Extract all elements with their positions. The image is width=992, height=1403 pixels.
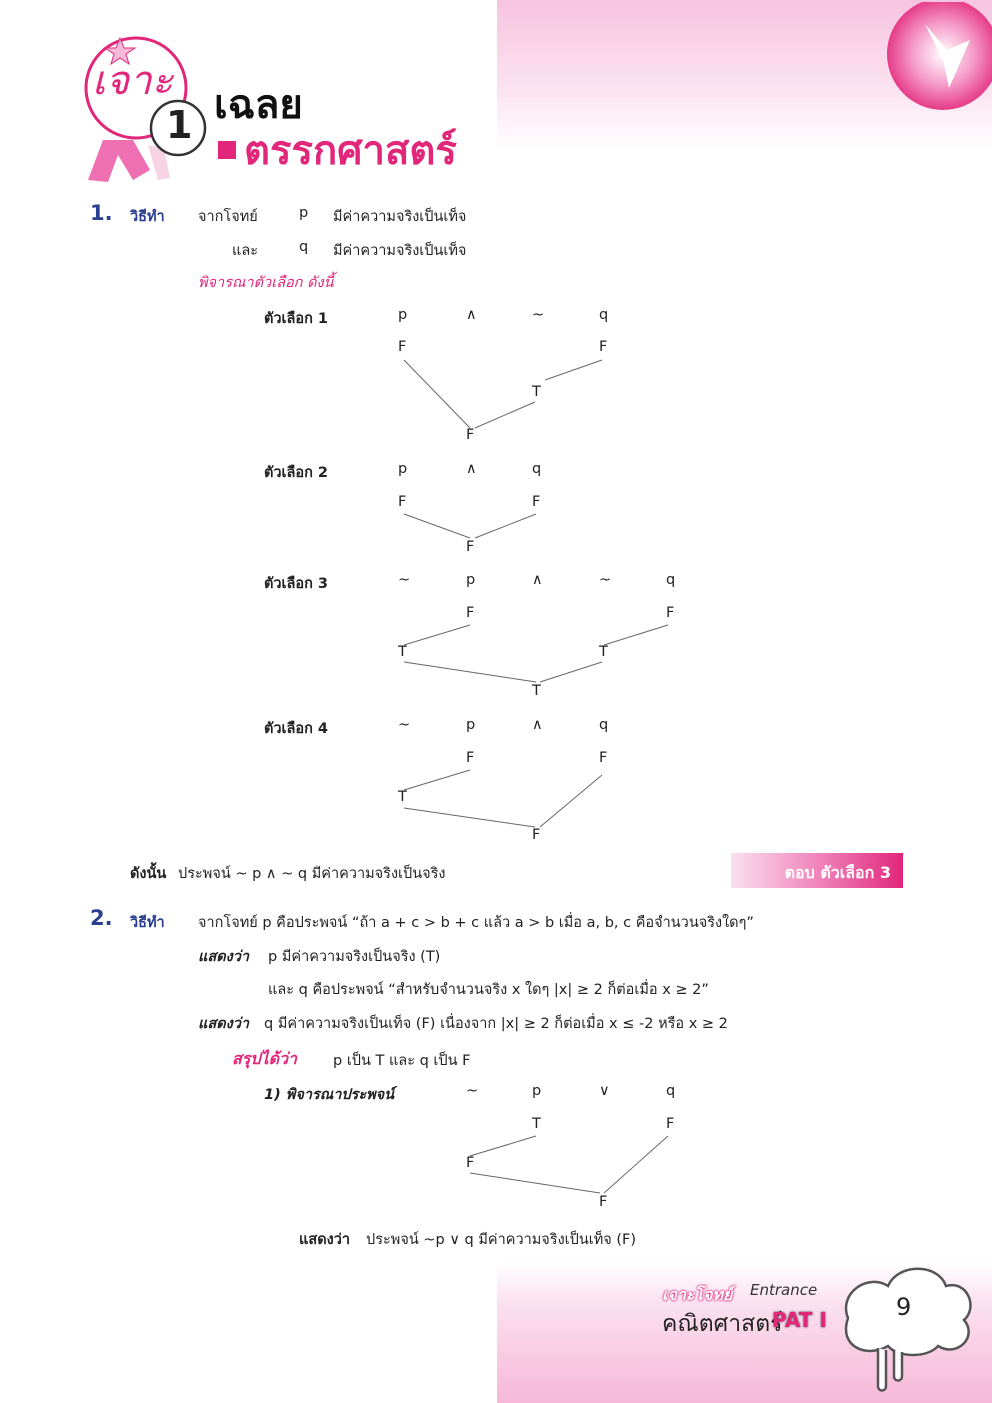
opt3-val-notp: T <box>398 644 407 660</box>
option-4-label: ตัวเลือก 4 <box>264 721 329 737</box>
q2-result: F <box>599 1194 608 1210</box>
q1-and: และ <box>232 243 259 259</box>
q2-show2-label: แสดงว่า <box>198 1016 249 1032</box>
opt3-result: T <box>532 683 541 699</box>
option-1-label: ตัวเลือก 1 <box>264 311 329 327</box>
opt4-sym-p: p <box>466 717 476 733</box>
opt1-sym-and: ∧ <box>466 307 477 323</box>
opt1-val-notq: T <box>532 384 541 400</box>
opt1-sym-q: q <box>599 307 609 323</box>
q1-given-prefix: จากโจทย์ <box>198 209 258 225</box>
opt4-sym-and: ∧ <box>532 717 543 733</box>
opt1-val-p: F <box>398 339 407 355</box>
opt4-result: F <box>532 827 541 843</box>
opt1-result: F <box>466 427 475 443</box>
q2-show2: q มีค่าความจริงเป็นเท็จ (F) เนื่องจาก |x| ≥ 2 ก็ต่อเมื่อ x ≤ -2 หรือ x ≥ 2 <box>264 1016 728 1032</box>
page-subtitle: ตรรกศาสตร์ <box>244 128 457 174</box>
opt3-sym-p: p <box>466 572 476 588</box>
q1-method: วิธีทำ <box>130 209 165 225</box>
q2-line3: และ q คือประพจน์ “สำหรับจำนวนจริง x ใดๆ |x| ≥ 2 ก็ต่อเมื่อ x ≥ 2” <box>268 982 709 998</box>
opt4-val-q: F <box>599 750 608 766</box>
q1-number: 1. <box>90 201 113 225</box>
opt1-sym-not: ~ <box>532 307 545 323</box>
opt1-val-q: F <box>599 339 608 355</box>
option-3-label: ตัวเลือก 3 <box>264 576 329 592</box>
opt1-sym-p: p <box>398 307 408 323</box>
q2-sym-or: ∨ <box>599 1083 610 1099</box>
q2-number: 2. <box>90 906 113 930</box>
opt2-sym-p: p <box>398 461 408 477</box>
option-2-label: ตัวเลือก 2 <box>264 465 329 481</box>
badge-number: 1 <box>166 103 193 147</box>
opt3-sym-not2: ~ <box>599 572 612 588</box>
q1-p-desc: มีค่าความจริงเป็นเท็จ <box>333 209 467 225</box>
opt2-val-p: F <box>398 494 407 510</box>
opt2-sym-and: ∧ <box>466 461 477 477</box>
opt4-val-notp: T <box>398 789 407 805</box>
footer-brand-1: เจาะโจทย์ <box>662 1285 733 1304</box>
q1-consider: พิจารณาตัวเลือก ดังนี้ <box>198 275 334 291</box>
q2-sym-p: p <box>532 1083 542 1099</box>
opt3-sym-not1: ~ <box>398 572 411 588</box>
badge-word: เจาะ <box>92 58 174 104</box>
q2-sym-not: ~ <box>466 1083 479 1099</box>
q2-val-q: F <box>666 1116 675 1132</box>
q2-sym-q: q <box>666 1083 676 1099</box>
footer-brand-3: คณิตศาสตร์ <box>662 1311 783 1337</box>
page-number: 9 <box>896 1293 912 1321</box>
q2-val-p: T <box>532 1116 541 1132</box>
opt2-result: F <box>466 539 475 555</box>
opt4-val-p: F <box>466 750 475 766</box>
q1-q-desc: มีค่าความจริงเป็นเท็จ <box>333 243 467 259</box>
q2-item-label: 1) พิจารณาประพจน์ <box>264 1087 395 1103</box>
opt3-sym-and: ∧ <box>532 572 543 588</box>
q2-val-notp: F <box>466 1155 475 1171</box>
q2-show1-label: แสดงว่า <box>198 949 249 965</box>
opt3-sym-q: q <box>666 572 676 588</box>
q2-summary: p เป็น T และ q เป็น F <box>333 1053 471 1069</box>
opt2-val-q: F <box>532 494 541 510</box>
q1-conclusion-label: ดังนั้น <box>130 866 167 882</box>
opt3-val-p: F <box>466 605 475 621</box>
footer-brand-2: Entrance <box>750 1281 818 1299</box>
opt3-val-q: F <box>666 605 675 621</box>
q2-final-label: แสดงว่า <box>299 1232 350 1248</box>
opt4-sym-q: q <box>599 717 609 733</box>
q1-q: q <box>299 239 309 255</box>
opt2-sym-q: q <box>532 461 542 477</box>
q2-show1: p มีค่าความจริงเป็นจริง (T) <box>268 949 441 965</box>
q2-line1: จากโจทย์ p คือประพจน์ “ถ้า a + c > b + c แล้ว a > b เมื่อ a, b, c คือจำนวนจริงใดๆ” <box>198 915 754 931</box>
q2-summary-label: สรุปได้ว่า <box>232 1049 297 1068</box>
q2-final: ประพจน์ ~p ∨ q มีค่าความจริงเป็นเท็จ (F) <box>366 1232 637 1248</box>
answer-box <box>731 853 903 888</box>
page-title: เฉลย <box>214 82 303 128</box>
q1-conclusion: ประพจน์ ~ p ∧ ~ q มีค่าความจริงเป็นจริง <box>178 866 446 882</box>
opt3-val-notq: T <box>599 644 608 660</box>
answer-text: ตอบ ตัวเลือก 3 <box>784 863 891 882</box>
footer-brand-4: PAT I <box>772 1308 827 1332</box>
q2-method: วิธีทำ <box>130 915 165 931</box>
q1-p: p <box>299 205 309 221</box>
opt4-sym-not: ~ <box>398 717 411 733</box>
page-cloud-icon <box>828 1258 978 1398</box>
